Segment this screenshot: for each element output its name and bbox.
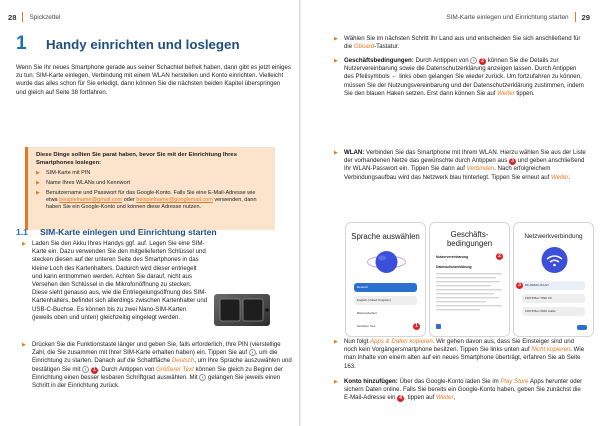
terms-item[interactable]: Nutzervereinbarung: [436, 255, 469, 259]
step-text: können Sie die Details zur Nutzervereinbarung sowie die Datenschutzerklärung anzeigen lassen. Durch Antippen des Pfeilsymbols ← links oben gelangen Sie wieder zurück. Um fortzufahren zu können, müssen Sie der Nutzungsvereinbarung und der Datenschutzerklärung zustimmen, indem Sie den blauen Haken setzen. Erst dann können Sie auf: [344, 57, 584, 97]
weiter-highlight: Weiter: [497, 89, 515, 97]
step-start-setup: [22, 341, 292, 390]
sim-tray-image: [210, 290, 274, 330]
step-text: Drücken Sie die Funktionstaste länger und geben Sie, falls erforderlich, Ihre PIN (vierstellige Zahl, die Sie zusammen mit Ihrer SIM-Karte erhalten haben) ein. Tippen Sie auf: [32, 341, 281, 357]
email-example-link[interactable]: beispielname@gmail.com: [59, 197, 123, 204]
screen-title: Netzwerkverbindung: [524, 233, 583, 240]
terms-text-lines: [436, 273, 505, 321]
larger-text-highlight: Größerer Text: [156, 365, 194, 373]
screen-title: Sprache auswählen: [351, 232, 420, 241]
step-text: . Wie man Inhalte von einem alten auf ein neues Smartphone überträgt, erfahren Sie ab Seite 163.: [344, 346, 585, 370]
step-text: . Durch Antippen von: [97, 365, 157, 373]
infobox-heading: Diese Dinge sollten Sie parat haben, bevor Sie mit der Einrichtung Ihres Smartphones loslegen:: [36, 152, 237, 166]
marker-3: 3: [509, 158, 516, 165]
step-text: Apps herunter oder sichern Daten online. Falls Sie bereits ein Google-Konto haben, geben Sie zunächst die E-Mail-Adresse ein: [344, 378, 583, 402]
marker-2: 2: [496, 253, 503, 260]
screen-network: [513, 222, 594, 337]
step-wlan: [334, 149, 586, 182]
infobox-list: [36, 170, 267, 211]
infobox-item-text: Benutzername und Passwort für das Google-Konto. Falls Sie eine E-Mail-Adresse wie etwa: [46, 190, 256, 204]
wifi-network-item[interactable]: BK-DEMO-WLAN: [522, 281, 585, 290]
section-heading: [16, 227, 217, 237]
chapter-heading: [16, 33, 240, 55]
step-label: WLAN:: [344, 149, 365, 156]
step-text: , um die Einrichtung zu starten. Danach auf die Schaltfläche: [32, 349, 278, 365]
page-number-left: 28: [8, 12, 17, 22]
step-terms: [334, 57, 586, 98]
marker-4: 4: [397, 395, 404, 402]
screen-terms: [429, 222, 510, 337]
step-text: . Wir gehen davon aus, dass Sie Einsteiger sind und noch kein Vorgängersmartphone besitzen. Tippen Sie links unten auf: [344, 338, 575, 354]
step-text: und geben anschließend Ihr WLAN-Passwort ein. Tippen Sie dann auf: [344, 157, 585, 173]
next-arrow-icon: ›: [249, 349, 256, 356]
step-text: , um Ihre Sprache auszuwählen und bestätigen Sie mit: [32, 357, 292, 373]
language-option-selected[interactable]: Deutsch: [354, 283, 417, 292]
step-insert-sim: ▶ Laden Sie den Akku Ihres Handys ggf. auf. Legen Sie eine SIM-Karte ein. Dazu verwenden Sie den mitgelieferten Schlüssel und stecken diesen auf der unteren Seite des Smartphones in das kleine Loch des Kartenhalters. Dadurch wird dieser entriegelt und kann entnommen werden. Achten Sie darauf, nicht aus Versehen den Schlüssel in die Mikrofonöffnung zu stecken. Diese sieht genauso aus, wie die Entriegelungsöffnung des SIM-Kartenhalters, befindet sich allerdings zwischen Kartenhalter und USB-C-Buchse. Es können bis zu zwei Nano-SIM-Karten (jeweils oben und unten) gleichzeitig eingelegt werden.: [22, 240, 208, 322]
chapter-title: Handy einrichten und loslegen: [46, 37, 240, 52]
running-head-divider: [575, 12, 576, 22]
marker-1: 1: [91, 367, 98, 374]
next-arrow-icon: ›: [470, 57, 477, 64]
running-head-title-left: Spickzettel: [29, 13, 61, 21]
terms-item[interactable]: Datenschutzerklärung: [436, 265, 472, 269]
screen-title: Geschäftsbedingungen: [446, 230, 493, 248]
larger-text-option[interactable]: Größerer Text: [357, 324, 376, 328]
step-text: Über das Google-Konto laden Sie im: [397, 378, 501, 385]
wifi-icon: [538, 245, 571, 275]
step-copy-apps: [334, 338, 586, 371]
step-text: Wählen Sie im nächsten Schritt Ihr Land aus und entscheiden Sie sich anschließend für die: [344, 35, 581, 51]
running-head-title-right: SIM-Karte einlegen und Einrichtung starten: [446, 13, 569, 21]
running-head-left: [8, 9, 60, 25]
infobox-item: ▶ Name Ihres WLANs und Kennwort: [36, 180, 267, 187]
step-text: , tippen auf: [404, 394, 437, 402]
marker-2: 2: [479, 58, 486, 65]
section-number: 1.1: [16, 227, 28, 237]
verbinden-highlight: Verbinden: [466, 165, 495, 173]
infobox-item: ▶ SIM-Karte mit PIN: [36, 170, 267, 177]
right-page: [300, 0, 600, 426]
wifi-network-item[interactable]: FRITZ!Box 6660 Cable: [522, 307, 585, 316]
page-number-right: 29: [581, 12, 590, 22]
infobox-item-text: verwenden, dann haben Sie ein Google-Konto und können diese Adresse nutzen.: [46, 197, 257, 211]
step-text: -Tastatur.: [374, 43, 400, 51]
no-copy-highlight: Nicht kopieren: [531, 346, 571, 354]
step-text: . Nach erfolgreichem Verbindungsaufbau wird das Netzwerk blau hinterlegt. Tippen Sie erneut auf: [344, 165, 551, 181]
step-label: Geschäftsbedingungen:: [344, 57, 414, 64]
marker-3: 3: [516, 282, 523, 289]
play-store-highlight: Play Store: [500, 378, 529, 385]
running-head-right: [446, 9, 590, 25]
step-text: ,: [453, 394, 456, 402]
weiter-highlight: Weiter: [436, 394, 454, 402]
infobox-item-text: oder: [122, 197, 137, 204]
screen-language: [345, 222, 426, 337]
weiter-highlight: Weiter: [550, 173, 569, 181]
step-text: tippen.: [514, 89, 535, 97]
marker-1: 1: [413, 323, 420, 330]
checklist-infobox: [25, 147, 275, 230]
next-button[interactable]: [577, 325, 587, 330]
step-country-keyboard: [334, 35, 586, 51]
back-arrow-icon: ‹: [199, 374, 206, 381]
step-text: .: [568, 173, 571, 181]
language-option[interactable]: English (United Kingdom): [354, 296, 417, 305]
apps-data-highlight: Apps & Daten kopieren: [370, 338, 433, 345]
step-text: gelangen Sie jeweils einen Schritt in der Einrichtung zurück.: [32, 373, 281, 390]
agree-checkbox[interactable]: [436, 324, 441, 329]
infobox-item: [36, 190, 267, 211]
running-head-divider: [22, 12, 23, 22]
email-example-link[interactable]: beispielname@googlemail.com: [136, 197, 213, 204]
step-text: können Sie gleich zu Beginn der Einrichtung einen besser lesbaren Schriftgrad auswählen. Mit: [32, 365, 283, 381]
globe-icon: [366, 247, 407, 277]
next-arrow-icon: ›: [82, 366, 89, 373]
accessibility-option[interactable]: Barrierefreiheit: [357, 311, 377, 315]
step-label: Konto hinzufügen:: [344, 378, 398, 385]
gboard-highlight: Gboard: [353, 43, 375, 51]
chapter-number: 1: [16, 33, 27, 54]
intro-paragraph: Wenn Sie Ihr neues Smartphone gerade aus seiner Schachtel befreit haben, dann gibt es jetzt einiges zu tun: SIM-Karte einlegen, Verbindung mit einem WLAN herstellen und Konto einrichten. Vielleicht wurde das alles schon für Sie erledigt, dann können Sie die nächsten beiden Kapitel überspringen und gleich auf Seite 38 fortfahren.: [16, 64, 291, 96]
deutsch-highlight: Deutsch: [171, 357, 195, 365]
wifi-network-item[interactable]: FRITZ!Box 7590 XX: [522, 294, 585, 303]
step-add-account: [334, 378, 586, 403]
step-text: Durch Antippen von: [413, 57, 471, 64]
step-text: Verbinden Sie das Smartphone mit Ihrem WLAN. Hierzu wählen Sie aus der Liste der vorhandenen Netze das gewünschte durch Antippen aus: [344, 149, 586, 165]
section-title: SIM-Karte einlegen und Einrichtung starten: [40, 227, 217, 237]
step-text: Nun folgt: [344, 338, 371, 345]
